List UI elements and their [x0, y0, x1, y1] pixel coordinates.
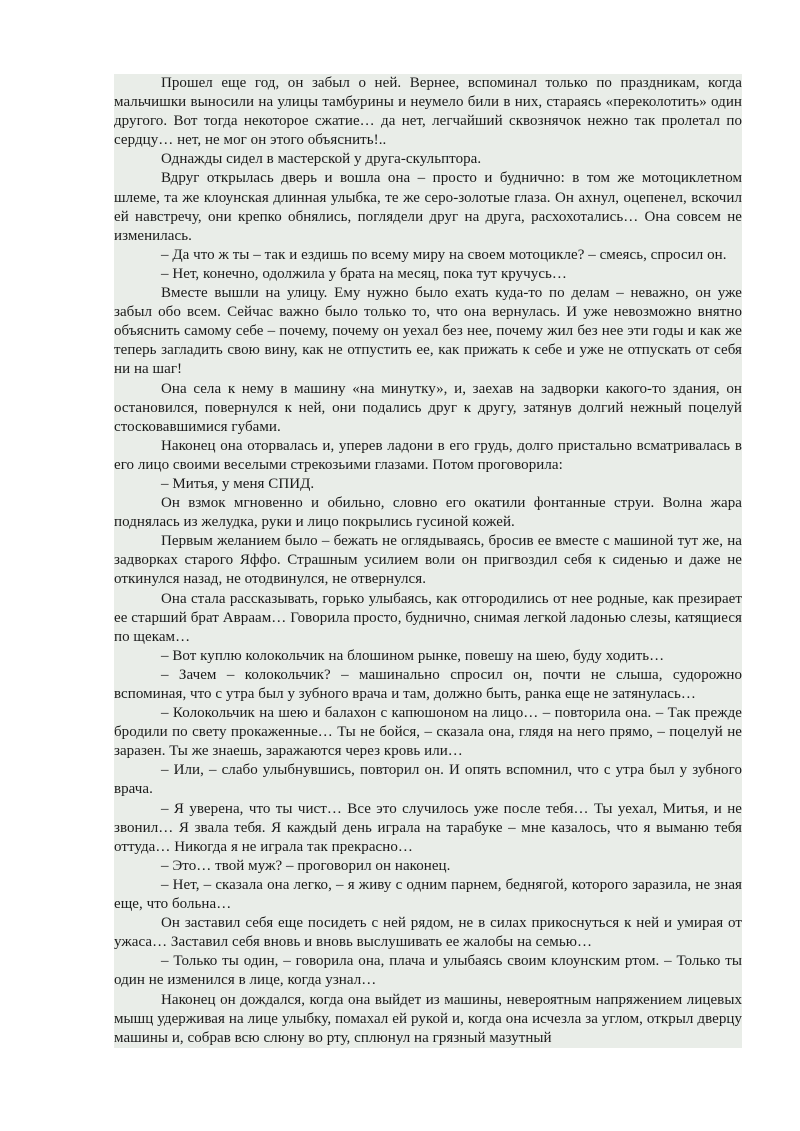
- paragraph: – Только ты один, – говорила она, плача и улыбаясь своим клоунским ртом. – Только ты один не изменился в лице, когда узнал…: [114, 953, 742, 989]
- paragraph: Вместе вышли на улицу. Ему нужно было ехать куда-то по делам – неважно, он уже забыл обо всем. Сейчас важно было только то, что она вернулась. И уже невозможно внятно объяснить самому себе – почему, почему он уехал без нее, почему жил без нее эти годы и как же теперь загладить свою вину, как не отпустить ее, как прижать к себе и уже не отпускать от себя ни на шаг!: [114, 285, 742, 378]
- paragraph: – Нет, – сказала она легко, – я живу с одним парнем, беднягой, которого заразила, не зная еще, что больна…: [114, 876, 742, 913]
- paragraph: Наконец он дождался, когда она выйдет из машины, невероятным напряжением лицевых мышц удерживая на лице улыбку, помахал ей рукой и, когда она исчезла за углом, открыл дверцу машины и, собрав всю слюну во рту, сплюнул на грязный мазутный: [114, 991, 742, 1046]
- paragraph: – Зачем – колокольчик? – машинально спросил он, почти не слыша, судорожно вспоминая, что с утра был у зубного врача и там, должно быть, ранка еще не затянулась…: [114, 666, 742, 702]
- paragraph: Прошел еще год, он забыл о ней. Вернее, вспоминал только по праздникам, когда мальчишки выносили на улицы тамбурины и неумело били в них, стараясь «переколотить» один другого. Вот тогда некоторое сжатие… да нет, легчайший сквознячок нежно так пролетал по сердцу… нет, не мог он этого объяснить!..: [114, 75, 742, 149]
- paragraph: Однажды сидел в мастерской у друга-скульптора.: [161, 151, 482, 168]
- paragraph: – Нет, конечно, одолжила у брата на месяц, пока тут кручусь…: [161, 265, 567, 282]
- paragraph: Первым желанием было – бежать не оглядываясь, бросив ее вместе с машиной тут же, на задворках старого Яффо. Страшным усилием воли он пригвоздил себя к сиденью и даже не откинулся назад, не отодвинулся, не отвернулся.: [114, 533, 742, 588]
- text-block: [114, 74, 742, 1048]
- paragraph: Он заставил себя еще посидеть с ней рядом, не в силах прикоснуться к ней и умирая от ужаса… Заставил себя вновь и вновь выслушивать ее жалобы на семью…: [114, 915, 742, 951]
- paragraph: Наконец она оторвалась и, уперев ладони в его грудь, долго пристально всматривалась в его лицо своими веселыми стрекозьими глазами. Потом проговорила:: [114, 437, 742, 473]
- paragraph: – Митья, у меня СПИД.: [161, 475, 315, 492]
- paragraph: – Вот куплю колокольчик на блошином рынке, повешу на шею, буду ходить…: [161, 647, 665, 664]
- paragraph: – Это… твой муж? – проговорил он наконец.: [161, 857, 451, 874]
- paragraph: – Я уверена, что ты чист… Все это случилось уже после тебя… Ты уехал, Митья, и не звонил… Я звала тебя. Я каждый день играла на тарабуке – мне казалось, что я выманю тебя оттуда… Никогда я не играла так прекрасно…: [114, 800, 742, 855]
- paragraph: Вдруг открылась дверь и вошла она – просто и буднично: в том же мотоциклетном шлеме, та же клоунская длинная улыбка, те же серо-золотые глаза. Он ахнул, оцепенел, вскочил ей навстречу, они крепко обнялись, поглядели друг на друга, расхохотались… Она совсем не изменилась.: [114, 170, 742, 244]
- paragraph: – Колокольчик на шею и балахон с капюшоном на лицо… – повторила она. – Так прежде бродили по свету прокаженные… Ты не бойся, – сказала она, глядя на него прямо, – поцелуй не заразен. Ты же знаешь, заражаются через кровь или…: [114, 705, 742, 760]
- paragraph: – Да что ж ты – так и ездишь по всему миру на своем мотоцикле? – смеясь, спросил он.: [161, 246, 727, 263]
- paragraph: – Или, – слабо улыбнувшись, повторил он. И опять вспомнил, что с утра был у зубного врача.: [114, 762, 742, 798]
- paragraph: Он взмок мгновенно и обильно, словно его окатили фонтанные струи. Волна жара поднялась из желудка, руки и лицо покрылись гусиной кожей.: [114, 495, 742, 531]
- paragraph: Она села к нему в машину «на минутку», и, заехав на задворки какого-то здания, он остановился, повернулся к ней, они подались друг к другу, затянув долгий нежный поцелуй стосковавшимися губами.: [114, 380, 742, 435]
- paragraph: Она стала рассказывать, горько улыбаясь, как отгородились от нее родные, как презирает ее старший брат Авраам… Говорила просто, буднично, снимая легкой ладонью слезы, катящиеся по щекам…: [114, 590, 742, 645]
